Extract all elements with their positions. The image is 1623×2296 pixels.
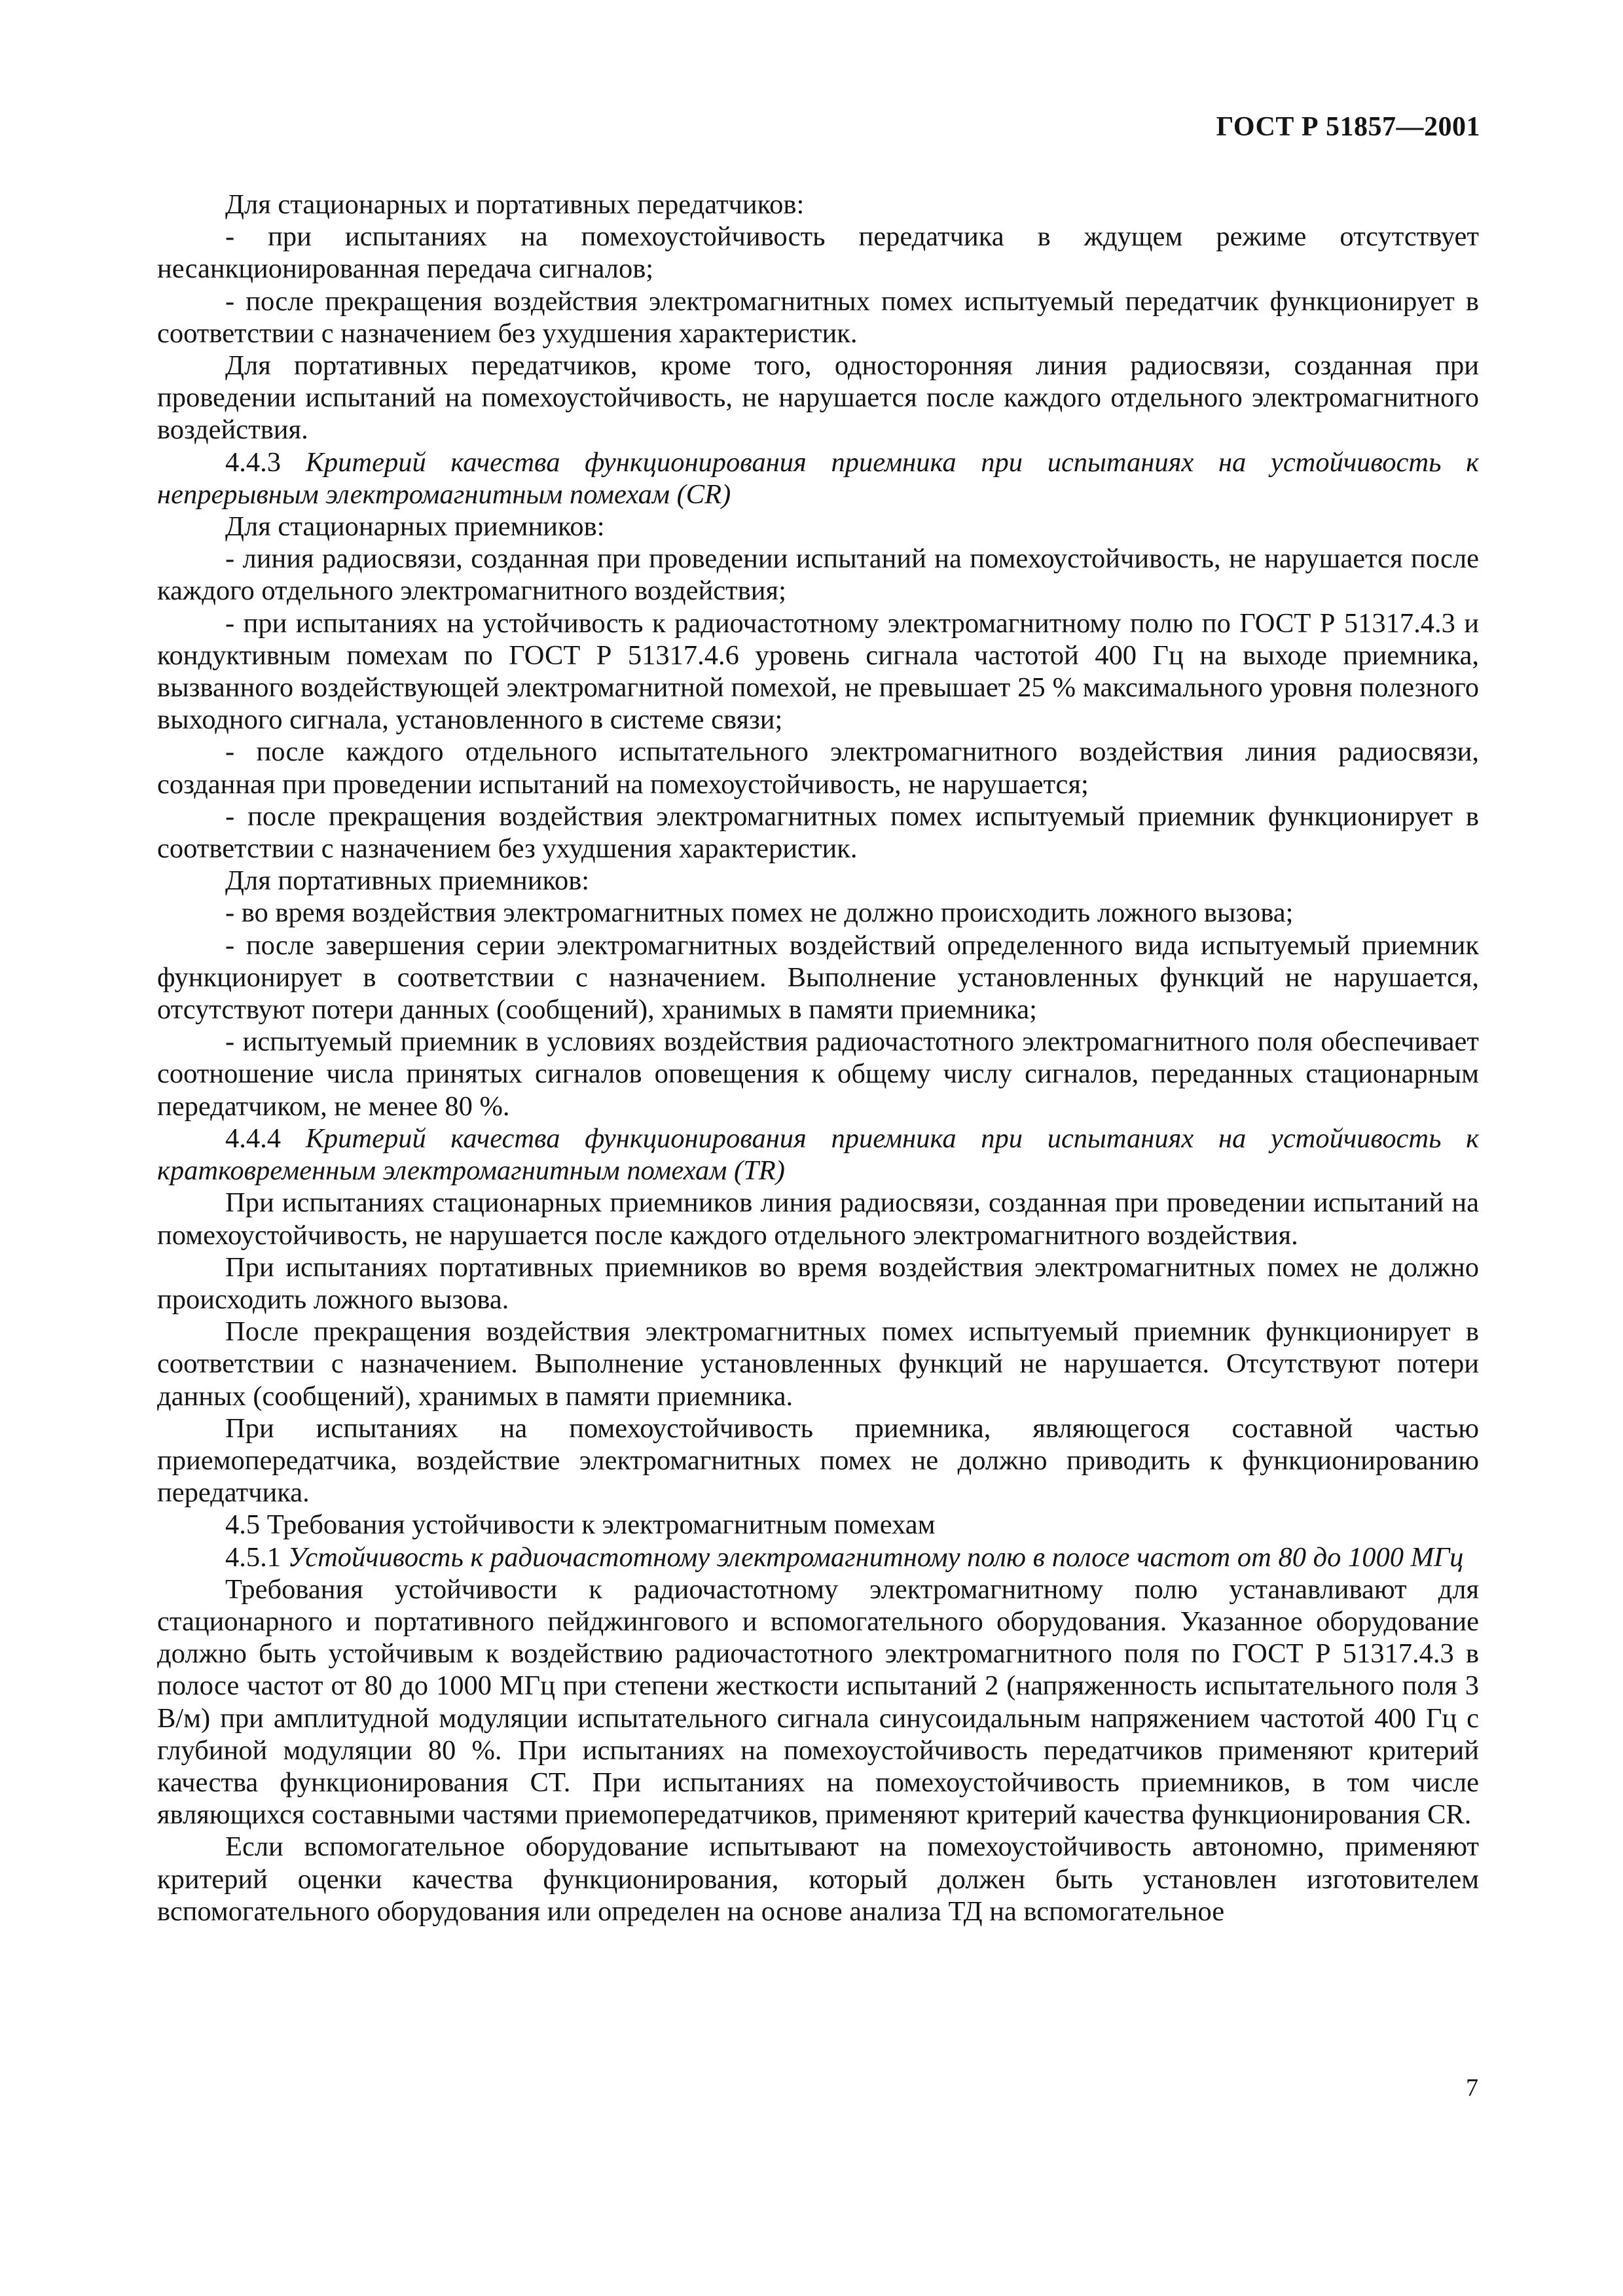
list-item: - линия радиосвязи, созданная при проведении испытаний на помехоустойчивость, не нарушается после каждого отдельного электромагнитного воздействия;	[157, 543, 1479, 607]
list-item: - при испытаниях на устойчивость к радиочастотному электромагнитному полю по ГОСТ Р 51317.4.3 и кондуктивным помехам по ГОСТ Р 51317.4.6 уровень сигнала частотой 400 Гц на выходе приемника, вызванного воздействующей электромагнитной помехой, не превышает 25 % максимального уровня полезного выходного сигнала, установленного в системе связи;	[157, 607, 1479, 736]
section-heading-4-4-4	[157, 1122, 1479, 1187]
paragraph: Для портативных передатчиков, кроме того, односторонняя линия радиосвязи, созданная при проведении испытаний на помехоустойчивость, не нарушается после каждого отдельного электромагнитного воздействия.	[157, 350, 1479, 446]
paragraph: При испытаниях стационарных приемников линия радиосвязи, созданная при проведении испытаний на помехоустойчивость, не нарушается после каждого отдельного электромагнитного воздействия.	[157, 1187, 1479, 1251]
section-number: 4.4.3	[225, 446, 281, 478]
paragraph: При испытаниях портативных приемников во время воздействия электромагнитных помех не должно происходить ложного вызова.	[157, 1251, 1479, 1315]
section-heading-4-5: 4.5 Требования устойчивости к электромагнитным помехам	[225, 1509, 936, 1541]
list-item: - при испытаниях на помехоустойчивость передатчика в ждущем режиме отсутствует несанкционированная передача сигналов;	[157, 221, 1479, 285]
paragraph: Для стационарных и портативных передатчиков:	[225, 189, 805, 220]
section-heading-4-4-3	[157, 446, 1479, 511]
document-code-header: ГОСТ Р 51857—2001	[1216, 112, 1480, 142]
page-number: 7	[1466, 2074, 1478, 2102]
list-item: - после завершения серии электромагнитных воздействий определенного вида испытуемый приемник функционирует в соответствии с назначением. Выполнение установленных функций не нарушается, отсутствуют потери данных (сообщений), хранимых в памяти приемника;	[157, 929, 1479, 1026]
paragraph: Требования устойчивости к радиочастотному электромагнитному полю устанавливают для стационарного и портативного пейджингового и вспомогательного оборудования. Указанное оборудование должно быть устойчивым к воздействию радиочастотного электромагнитного поля по ГОСТ Р 51317.4.3 в полосе частот от 80 до 1000 МГц при степени жесткости испытаний 2 (напряженность испытательного поля 3 В/м) при амплитудной модуляции испытательного сигнала синусоидальным напряжением частотой 400 Гц с глубиной модуляции 80 %. При испытаниях на помехоустойчивость передатчиков применяют критерий качества функционирования CT. При испытаниях на помехоустойчивость приемников, в том числе являющихся составными частями приемопередатчиков, применяют критерий качества функционирования CR.	[157, 1573, 1479, 1831]
section-title: Устойчивость к радиочастотному электромагнитному полю в полосе частот от 80 до 1000 МГц	[287, 1541, 1464, 1573]
list-item: - испытуемый приемник в условиях воздействия радиочастотного электромагнитного поля обеспечивает соотношение числа принятых сигналов оповещения к общему числу сигналов, переданных стационарным передатчиком, не менее 80 %.	[157, 1026, 1479, 1122]
section-title: Критерий качества функционирования приемника при испытаниях на устойчивость к кратковременным электромагнитным помехам (TR)	[157, 1122, 1480, 1187]
list-item: - после прекращения воздействия электромагнитных помех испытуемый приемник функционирует в соответствии с назначением без ухудшения характеристик.	[157, 800, 1479, 865]
paragraph: Если вспомогательное оборудование испытывают на помехоустойчивость автономно, применяют критерий оценки качества функционирования, который должен быть установлен изготовителем вспомогательного оборудования или определен на основе анализа ТД на вспомогательное	[157, 1831, 1479, 1927]
list-item: - после каждого отдельного испытательного электромагнитного воздействия линия радиосвязи, созданная при проведении испытаний на помехоустойчивость, не нарушается;	[157, 736, 1479, 800]
paragraph: После прекращения воздействия электромагнитных помех испытуемый приемник функционирует в соответствии с назначением. Выполнение установленных функций не нарушается. Отсутствуют потери данных (сообщений), хранимых в памяти приемника.	[157, 1316, 1479, 1412]
section-title: Критерий качества функционирования приемника при испытаниях на устойчивость к непрерывным электромагнитным помехам (CR)	[157, 446, 1480, 510]
section-number: 4.5.1	[225, 1541, 281, 1573]
section-number: 4.4.4	[225, 1122, 281, 1154]
list-item: - после прекращения воздействия электромагнитных помех испытуемый передатчик функционирует в соответствии с назначением без ухудшения характеристик.	[157, 285, 1479, 349]
section-heading-4-5-1	[157, 1541, 1479, 1573]
paragraph: При испытаниях на помехоустойчивость приемника, являющегося составной частью приемопередатчика, воздействие электромагнитных помех не должно приводить к функционированию передатчика.	[157, 1412, 1479, 1509]
paragraph: Для портативных приемников:	[225, 865, 590, 897]
document-body	[157, 188, 1479, 1928]
paragraph: Для стационарных приемников:	[225, 511, 605, 543]
list-item: - во время воздействия электромагнитных помех не должно происходить ложного вызова;	[225, 897, 1294, 929]
